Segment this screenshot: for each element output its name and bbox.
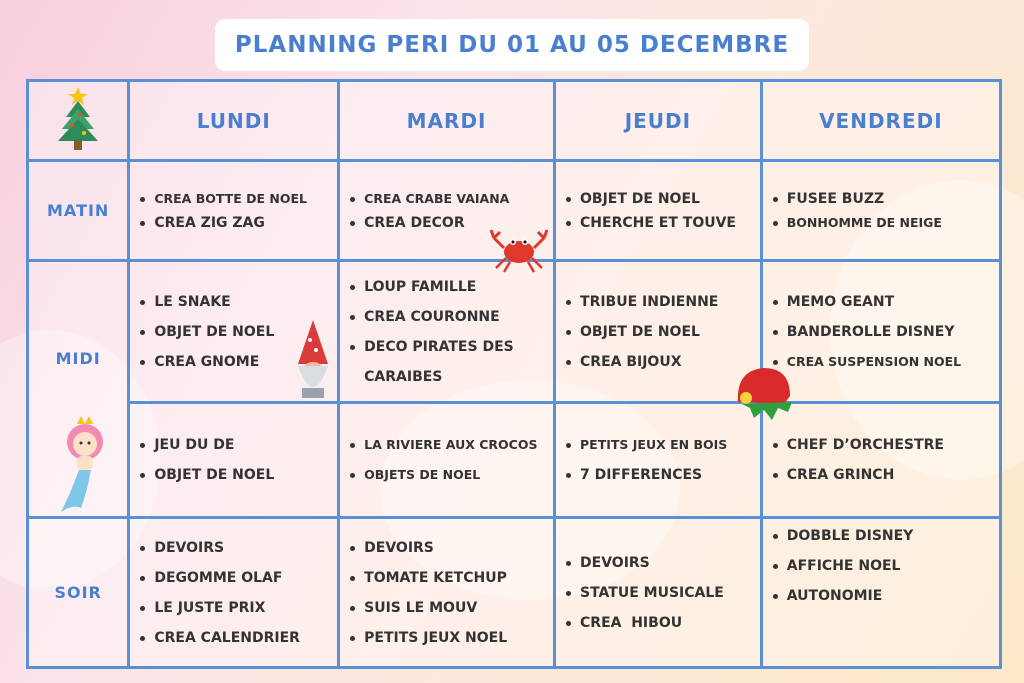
- activity-item: DEVOIRS: [364, 533, 553, 563]
- activity-item: DOBBLE DISNEY: [787, 521, 999, 551]
- cell-midi-b-vendredi: [761, 403, 1000, 518]
- cell-matin-lundi: [129, 161, 339, 261]
- label-midi-cell: [28, 261, 129, 518]
- label-soir: SOIR: [28, 518, 129, 668]
- activity-item: JEU DU DE: [154, 430, 337, 460]
- activity-item: CREA BOTTE DE NOEL: [154, 187, 337, 211]
- header-vendredi: VENDREDI: [761, 81, 1000, 161]
- cell-midi-b-jeudi: [555, 403, 762, 518]
- cell-midi-b-mardi: [339, 403, 555, 518]
- activity-item: OBJET DE NOEL: [580, 317, 760, 347]
- activity-item: DEVOIRS: [154, 533, 337, 563]
- activity-item: AFFICHE NOEL: [787, 551, 999, 581]
- activity-item: CREA ZIG ZAG: [154, 211, 337, 235]
- activity-item: OBJET DE NOEL: [154, 460, 337, 490]
- row-midi-a: [28, 261, 1001, 403]
- activity-item: LA RIVIERE AUX CROCOS: [364, 430, 553, 460]
- activity-item: CREA CRABE VAIANA: [364, 187, 553, 211]
- activity-item: CREA GNOME: [154, 347, 337, 377]
- cell-matin-jeudi: [555, 161, 762, 261]
- cell-matin-vendredi: [761, 161, 1000, 261]
- activity-item: CREA GRINCH: [787, 460, 999, 490]
- header-row: [28, 81, 1001, 161]
- activity-item: 7 DIFFERENCES: [580, 460, 760, 490]
- page-title: PLANNING PERI DU 01 AU 05 DECEMBRE: [234, 32, 790, 58]
- cell-midi-a-vendredi: [761, 261, 1000, 403]
- activity-item: FUSEE BUZZ: [787, 187, 999, 211]
- activity-item: CREA HIBOU: [580, 608, 760, 638]
- activity-item: CHERCHE ET TOUVE: [580, 211, 760, 235]
- activity-item: CREA DECOR: [364, 211, 553, 235]
- activity-item: OBJET DE NOEL: [580, 187, 760, 211]
- gnome-icon: [288, 318, 338, 404]
- activity-item: CREA BIJOUX: [580, 347, 760, 377]
- planning-table: [26, 79, 1002, 669]
- activity-item: CREA COURONNE: [364, 302, 543, 332]
- mermaid-icon: [51, 412, 121, 522]
- corner-cell: [28, 81, 129, 161]
- label-matin: MATIN: [28, 161, 129, 261]
- activity-item: DECO PIRATES DES CARAIBES: [364, 332, 543, 392]
- header-mardi: MARDI: [339, 81, 555, 161]
- activity-item: SUIS LE MOUV: [364, 593, 553, 623]
- activity-item: LOUP FAMILLE: [364, 272, 543, 302]
- activity-item: LE JUSTE PRIX: [154, 593, 337, 623]
- activity-item: OBJET DE NOEL: [154, 317, 337, 347]
- activity-item: PETITS JEUX EN BOIS: [580, 430, 760, 460]
- activity-item: STATUE MUSICALE: [580, 578, 760, 608]
- activity-item: CREA CALENDRIER: [154, 623, 337, 653]
- row-matin: [28, 161, 1001, 261]
- cell-midi-a-mardi: [339, 261, 555, 403]
- activity-item: DEVOIRS: [580, 548, 760, 578]
- activity-item: BONHOMME DE NEIGE: [787, 211, 999, 235]
- cell-midi-a-jeudi: [555, 261, 762, 403]
- cell-midi-b-lundi: [129, 403, 339, 518]
- title-banner: [215, 19, 809, 71]
- cell-matin-mardi: [339, 161, 555, 261]
- activity-item: PETITS JEUX NOEL: [364, 623, 553, 653]
- row-midi-b: [28, 403, 1001, 518]
- activity-item: CREA SUSPENSION NOEL: [787, 347, 999, 377]
- cell-midi-a-lundi: [129, 261, 339, 403]
- activity-item: CHEF D’ORCHESTRE: [787, 430, 999, 460]
- activity-item: DEGOMME OLAF: [154, 563, 337, 593]
- activity-item: BANDEROLLE DISNEY: [787, 317, 999, 347]
- activity-item: LE SNAKE: [154, 287, 337, 317]
- christmas-tree-icon: [54, 85, 102, 153]
- cell-soir-lundi: [129, 518, 339, 668]
- cell-soir-jeudi: [555, 518, 762, 668]
- header-jeudi: JEUDI: [555, 81, 762, 161]
- activity-item: AUTONOMIE: [787, 581, 999, 611]
- activity-item: MEMO GEANT: [787, 287, 999, 317]
- header-lundi: LUNDI: [129, 81, 339, 161]
- row-soir: [28, 518, 1001, 668]
- activity-item: OBJETS DE NOEL: [364, 460, 553, 490]
- label-midi: MIDI: [55, 349, 101, 368]
- cell-soir-vendredi: [761, 518, 1000, 668]
- activity-item: TOMATE KETCHUP: [364, 563, 553, 593]
- cell-soir-mardi: [339, 518, 555, 668]
- activity-item: TRIBUE INDIENNE: [580, 287, 760, 317]
